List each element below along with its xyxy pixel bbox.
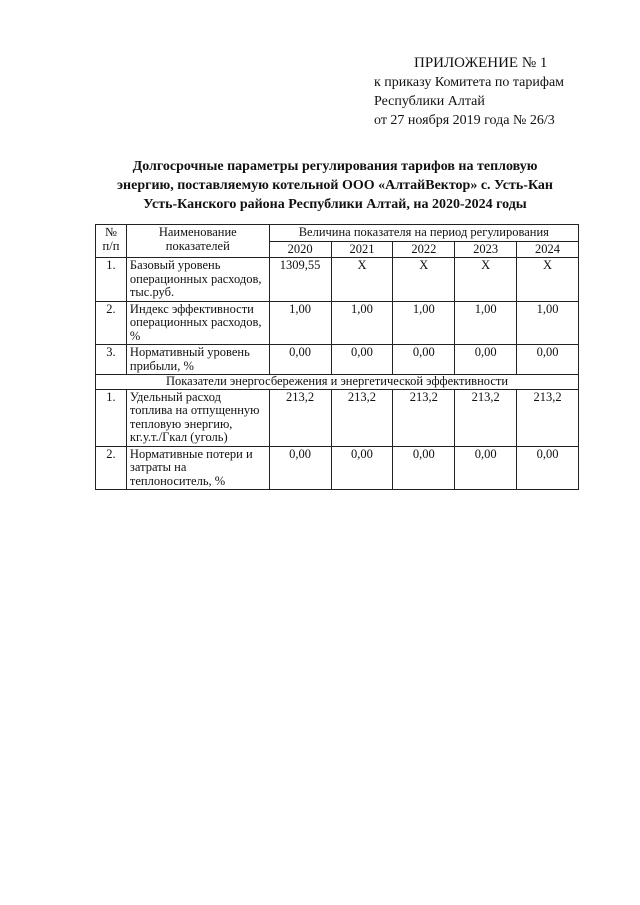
table-row — [96, 258, 579, 302]
parameters-table — [95, 224, 579, 490]
value-cell: 1,00 — [517, 301, 579, 345]
value-cell: Х — [517, 258, 579, 302]
value-cell: Х — [331, 258, 393, 302]
value-cell: 0,00 — [455, 446, 517, 490]
row-name: Индекс эффективности операционных расходов, % — [126, 301, 269, 345]
value-cell: 213,2 — [517, 389, 579, 446]
value-cell: 0,00 — [393, 345, 455, 375]
year-cell: 2020 — [269, 241, 331, 258]
title-line-1: Долгосрочные параметры регулирования тарифов на тепловую — [132, 159, 538, 174]
appendix-line-3: от 27 ноября 2019 года № 26/3 — [374, 113, 555, 128]
value-cell: 0,00 — [517, 345, 579, 375]
value-cell: 213,2 — [393, 389, 455, 446]
year-cell: 2022 — [393, 241, 455, 258]
table-row — [96, 446, 579, 490]
section-title: Показатели энергосбережения и энергетической эффективности — [96, 375, 579, 390]
appendix-block — [374, 54, 634, 130]
row-name: Базовый уровень операционных расходов, тыс.руб. — [126, 258, 269, 302]
value-cell: 1,00 — [393, 301, 455, 345]
value-cell: 1,00 — [269, 301, 331, 345]
year-cell: 2021 — [331, 241, 393, 258]
value-cell: 213,2 — [455, 389, 517, 446]
value-cell: 0,00 — [393, 446, 455, 490]
row-number: 1. — [96, 389, 127, 446]
header-period: Величина показателя на период регулирования — [269, 225, 578, 242]
value-cell: 0,00 — [331, 345, 393, 375]
table-row — [96, 389, 579, 446]
row-number: 2. — [96, 446, 127, 490]
row-number: 1. — [96, 258, 127, 302]
title-line-2: энергию, поставляемую котельной ООО «АлтайВектор» с. Усть-Кан — [116, 178, 553, 193]
table-header-row — [96, 225, 579, 242]
section-header-row — [96, 375, 579, 390]
value-cell: Х — [393, 258, 455, 302]
value-cell: 1,00 — [455, 301, 517, 345]
header-name: Наименование показателей — [126, 225, 269, 258]
title-line-3: Усть-Канского района Республики Алтай, на 2020-2024 годы — [143, 197, 527, 212]
row-number: 3. — [96, 345, 127, 375]
document-title — [96, 157, 574, 214]
value-cell: 0,00 — [269, 345, 331, 375]
value-cell: 213,2 — [331, 389, 393, 446]
year-cell: 2024 — [517, 241, 579, 258]
value-cell: 0,00 — [331, 446, 393, 490]
row-name: Нормативные потери и затраты на теплоноситель, % — [126, 446, 269, 490]
table-row — [96, 345, 579, 375]
table-row — [96, 301, 579, 345]
value-cell: 0,00 — [455, 345, 517, 375]
value-cell: 1,00 — [331, 301, 393, 345]
row-number: 2. — [96, 301, 127, 345]
row-name: Удельный расход топлива на отпущенную тепловую энергию, кг.у.т./Гкал (уголь) — [126, 389, 269, 446]
row-name: Нормативный уровень прибыли, % — [126, 345, 269, 375]
appendix-line-1: к приказу Комитета по тарифам — [374, 75, 565, 90]
header-number: № п/п — [96, 225, 127, 258]
appendix-line-2: Республики Алтай — [374, 94, 485, 109]
value-cell: 213,2 — [269, 389, 331, 446]
appendix-heading: ПРИЛОЖЕНИЕ № 1 — [414, 55, 548, 71]
value-cell: Х — [455, 258, 517, 302]
value-cell: 0,00 — [517, 446, 579, 490]
value-cell: 1309,55 — [269, 258, 331, 302]
value-cell: 0,00 — [269, 446, 331, 490]
year-cell: 2023 — [455, 241, 517, 258]
